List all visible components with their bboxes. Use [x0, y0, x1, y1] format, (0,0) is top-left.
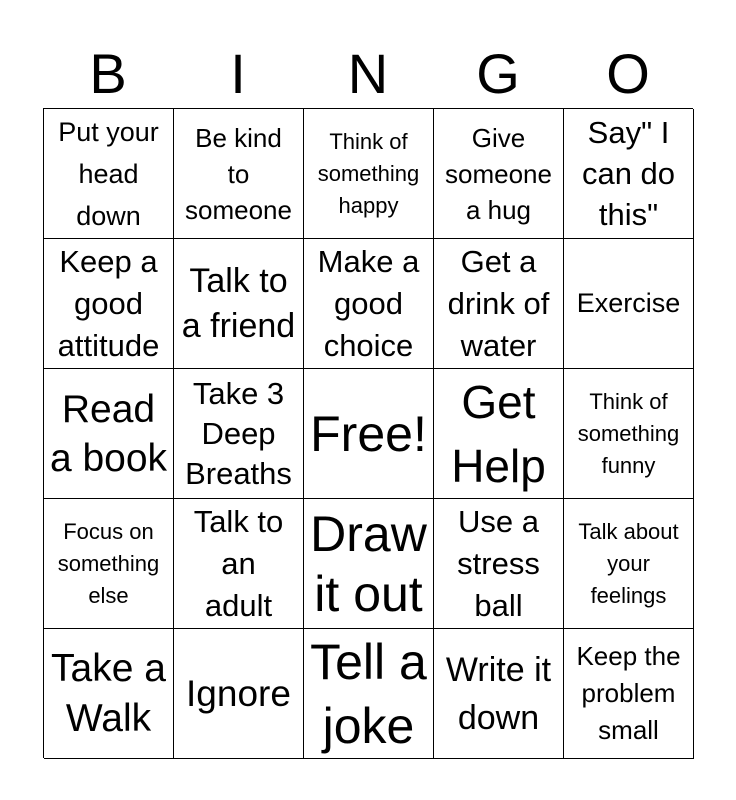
cell-text: Ignore	[186, 673, 291, 714]
cell-text: Get Help	[451, 375, 546, 492]
cell-text: Be kind to someone	[185, 122, 292, 225]
bingo-cell[interactable]	[44, 109, 174, 239]
cell-text: Keep the problem small	[576, 641, 681, 745]
bingo-cell[interactable]	[434, 109, 564, 239]
bingo-cell[interactable]	[44, 499, 174, 629]
header-letter-b: B	[89, 42, 127, 105]
cell-text: Take 3 Deep Breaths	[185, 375, 292, 491]
header-letter-o: O	[606, 42, 650, 105]
bingo-cell[interactable]	[304, 369, 434, 499]
bingo-cell[interactable]	[174, 369, 304, 499]
bingo-cell[interactable]	[304, 239, 434, 369]
header-letter-i: I	[230, 42, 246, 105]
bingo-cell[interactable]	[304, 109, 434, 239]
bingo-cell[interactable]	[564, 109, 694, 239]
bingo-cell[interactable]	[434, 499, 564, 629]
bingo-cell[interactable]	[44, 629, 174, 759]
bingo-cell[interactable]	[564, 239, 694, 369]
cell-text: Use a stress ball	[457, 503, 540, 623]
cell-text: Talk to a friend	[181, 261, 296, 345]
bingo-cell[interactable]	[434, 239, 564, 369]
bingo-board	[43, 108, 693, 758]
cell-text: Make a good choice	[317, 243, 420, 363]
cell-text: Take a Walk	[51, 646, 166, 740]
bingo-cell[interactable]	[564, 629, 694, 759]
cell-text: Keep a good attitude	[57, 243, 160, 363]
bingo-cell[interactable]	[44, 239, 174, 369]
bingo-header	[43, 38, 693, 110]
bingo-cell[interactable]	[44, 369, 174, 499]
cell-text: Think of something happy	[317, 128, 420, 218]
bingo-cell[interactable]	[434, 629, 564, 759]
cell-text: Draw it out	[310, 505, 427, 622]
bingo-cell[interactable]	[174, 629, 304, 759]
cell-text: Say" I can do this"	[581, 115, 676, 232]
cell-text: Think of something funny	[577, 388, 680, 478]
bingo-cell[interactable]	[564, 499, 694, 629]
cell-text: Talk to an adult	[193, 503, 284, 623]
cell-text: Tell a joke	[310, 633, 427, 754]
bingo-cell[interactable]	[174, 239, 304, 369]
bingo-cell[interactable]	[174, 499, 304, 629]
cell-text: Get a drink of water	[447, 243, 550, 363]
bingo-cell[interactable]	[304, 629, 434, 759]
bingo-cell[interactable]	[174, 109, 304, 239]
cell-text: Put your head down	[58, 116, 159, 231]
cell-text: Focus on something else	[57, 518, 160, 608]
cell-text: Free!	[310, 405, 427, 462]
cell-text: Exercise	[576, 288, 681, 318]
header-letter-g: G	[476, 42, 520, 105]
bingo-cell[interactable]	[304, 499, 434, 629]
header-letter-n: N	[347, 42, 389, 105]
cell-text: Write it down	[445, 650, 552, 737]
bingo-cell[interactable]	[434, 369, 564, 499]
cell-text: Read a book	[49, 387, 168, 480]
cell-text: Talk about your feelings	[578, 518, 679, 608]
cell-text: Give someone a hug	[445, 122, 552, 225]
bingo-cell[interactable]	[564, 369, 694, 499]
